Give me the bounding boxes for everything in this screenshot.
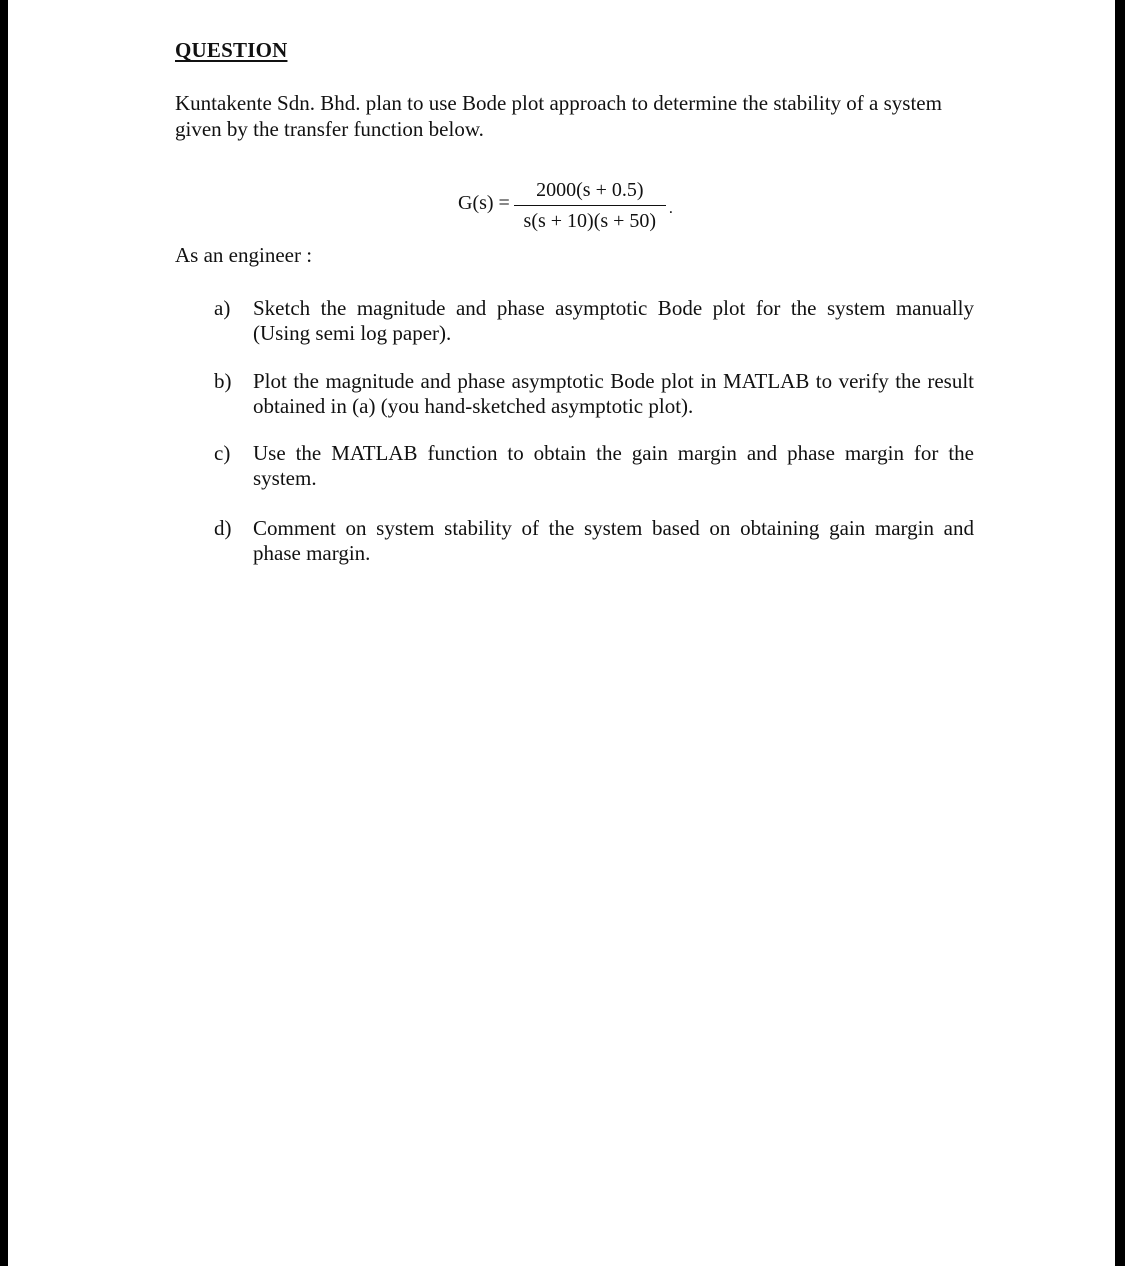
question-item-d bbox=[214, 516, 974, 566]
equation-fraction bbox=[514, 177, 666, 234]
question-text: Use the MATLAB function to obtain the gain margin and phase margin for the system. bbox=[253, 441, 974, 490]
question-item-b bbox=[214, 369, 974, 419]
question-text: Comment on system stability of the system based on obtaining gain margin and phase margin. bbox=[253, 516, 974, 565]
question-label: a) bbox=[214, 296, 231, 320]
equation-numerator: 2000(s + 0.5) bbox=[536, 178, 644, 201]
intro-paragraph: Kuntakente Sdn. Bhd. plan to use Bode plot approach to determine the stability of a system given by the transfer function below. bbox=[175, 91, 942, 141]
question-item-c bbox=[214, 441, 974, 491]
question-text: Sketch the magnitude and phase asymptotic Bode plot for the system manually (Using semi log paper). bbox=[253, 296, 974, 345]
equation-lhs: G(s) = bbox=[458, 191, 510, 214]
question-label: d) bbox=[214, 516, 232, 540]
question-text: Plot the magnitude and phase asymptotic Bode plot in MATLAB to verify the result obtained in (a) (you hand-sketched asymptotic plot). bbox=[253, 369, 974, 418]
question-item-a bbox=[214, 296, 974, 346]
equation-trailing-dot: . bbox=[668, 200, 673, 217]
equation-denominator: s(s + 10)(s + 50) bbox=[523, 209, 657, 232]
engineer-intro: As an engineer : bbox=[175, 243, 313, 267]
question-label: c) bbox=[214, 441, 231, 465]
question-label: b) bbox=[214, 369, 232, 393]
transfer-function-equation bbox=[458, 173, 673, 237]
question-heading: QUESTION bbox=[175, 38, 288, 62]
document-page bbox=[8, 0, 1115, 1266]
